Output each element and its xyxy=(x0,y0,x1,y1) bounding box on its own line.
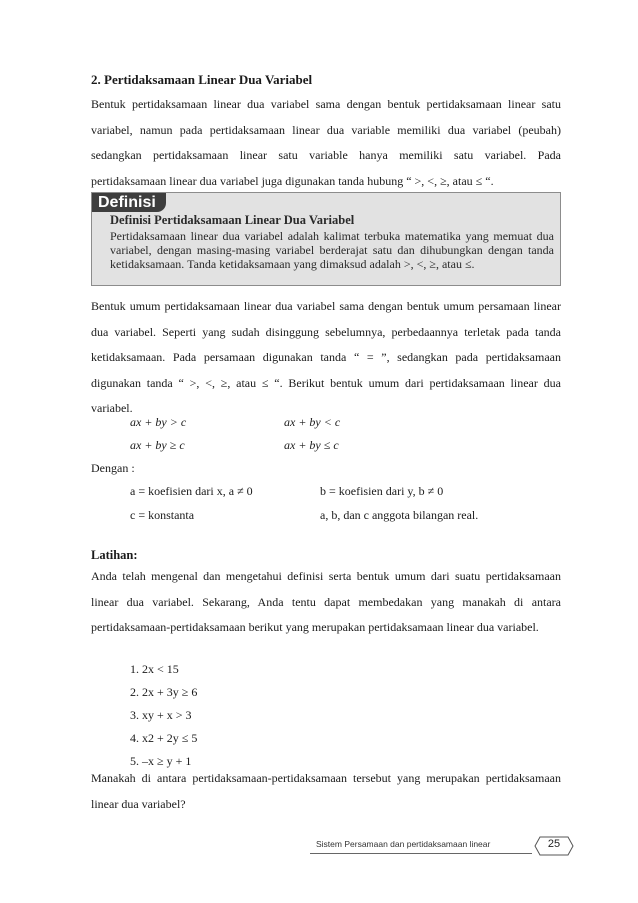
exercise-paragraph: Anda telah mengenal dan mengetahui definisi serta bentuk umum dari suatu pertidaksamaan linear dua variabel. Sekarang, Anda tentu dapat membedakan yang manakah di antara pertidaksamaan-pertidaksamaan berikut yang merupakan pertidaksamaan linear dua variabel. xyxy=(91,569,561,635)
formula-le: ax + by ≤ c xyxy=(284,438,339,452)
section-heading: 2. Pertidaksamaan Linear Dua Variabel xyxy=(91,72,313,87)
definition-text: Pertidaksamaan linear dua variabel adalah kalimat terbuka matematika yang memuat dua variabel, dengan masing-masing variabel berderajat satu dan dihubungkan dengan tanda ketidaksamaan. Tanda ketidaksamaan yang dimaksud adalah >, <, ≥, atau ≤. xyxy=(110,229,554,271)
formula-ge: ax + by ≥ c xyxy=(130,438,185,452)
exercise-item: 5. –x ≥ y + 1 xyxy=(130,754,192,768)
intro-paragraph: Bentuk pertidaksamaan linear dua variabel sama dengan bentuk pertidaksamaan linear satu variabel, namun pada pertidaksamaan linear dua variable memiliki dua variabel (peubah) sedangkan pertidaksamaan linear satu variable hanya memiliki satu variabel. Pada pertidaksamaan linear dua variabel juga digunakan tanda hubung “ >, <, ≥, atau ≤ “. xyxy=(91,97,561,188)
legend-c: c = konstanta xyxy=(130,508,195,522)
exercise-item: 4. x2 + 2y ≤ 5 xyxy=(130,731,198,745)
exercise-item: 3. xy + x > 3 xyxy=(130,708,192,722)
formula-gt: ax + by > c xyxy=(130,415,187,429)
general-form-paragraph: Bentuk umum pertidaksamaan linear dua variabel sama dengan bentuk umum persamaan linear dua variabel. Seperti yang sudah disinggung sebelumnya, perbedaannya terletak pada tanda ketidaksamaan. Pada persamaan digunakan tanda “ = ”, sedangkan pada pertidaksamaan digunakan tanda “ >, <, ≥, atau ≤ “. Berikut bentuk umum dari pertidaksamaan linear dua variabel. xyxy=(91,299,561,416)
definition-box xyxy=(91,192,561,286)
legend-abc: a, b, dan c anggota bilangan real. xyxy=(320,508,479,522)
page-number: 25 xyxy=(547,838,561,850)
exercise-question: Manakah di antara pertidaksamaan-pertidaksamaan tersebut yang merupakan pertidaksamaan linear dua variabel? xyxy=(91,771,561,811)
legend-b: b = koefisien dari y, b ≠ 0 xyxy=(320,484,444,498)
page-number-badge xyxy=(534,836,574,856)
exercise-item: 1. 2x < 15 xyxy=(130,662,179,676)
definition-title: Definisi Pertidaksamaan Linear Dua Variabel xyxy=(110,213,355,227)
footer-divider xyxy=(310,853,532,854)
footer-title: Sistem Persamaan dan pertidaksamaan linear xyxy=(316,839,491,849)
legend-a: a = koefisien dari x, a ≠ 0 xyxy=(130,484,253,498)
legend-label: Dengan : xyxy=(91,461,135,475)
definition-tab: Definisi xyxy=(92,193,166,212)
exercise-item: 2. 2x + 3y ≥ 6 xyxy=(130,685,198,699)
exercise-heading: Latihan: xyxy=(91,548,138,562)
formula-lt: ax + by < c xyxy=(284,415,341,429)
